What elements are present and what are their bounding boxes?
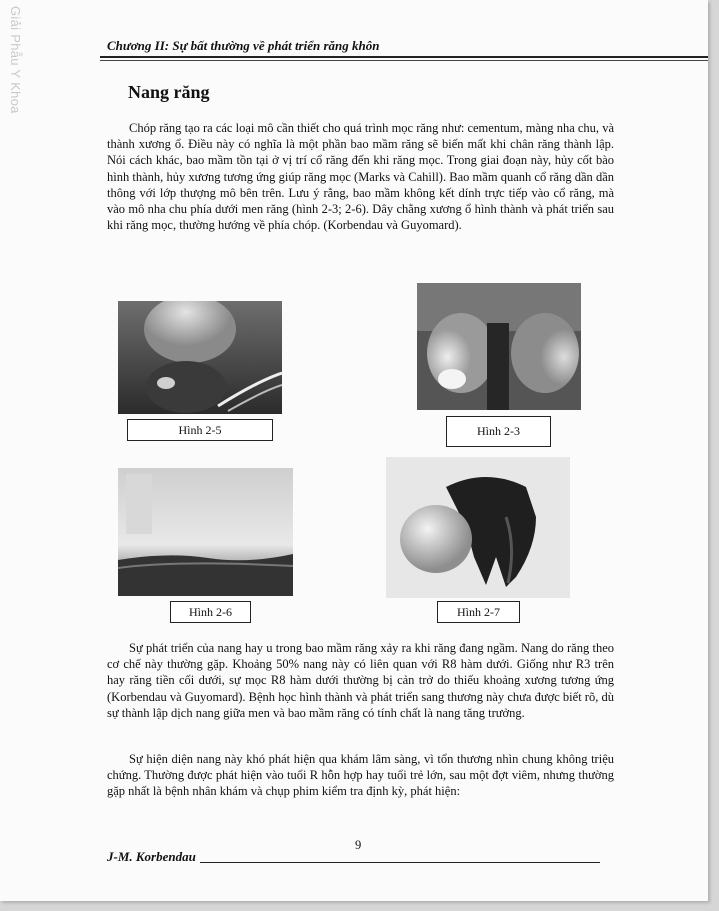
section-title: Nang răng [128, 82, 210, 102]
watermark: Giải Phẫu Y Khoa [8, 6, 23, 114]
page-number: 9 [355, 838, 362, 852]
figure-2-3-photo [417, 283, 581, 410]
figure-2-5-photo [118, 301, 282, 414]
figure-2-3-caption: Hình 2-3 [446, 416, 551, 447]
footer-author: J-M. Korbendau [107, 849, 196, 864]
paragraph-3: Sự hiện diện nang này khó phát hiện qua khám lâm sàng, vì tổn thương nhìn chung không triệu chứng. Thường được phát hiện vào tuổi R hỗn hợp hay tuổi trẻ lớn, sau một đợt viêm, nhưng thường gặp nhất là bệnh nhân khám và chụp phim kiểm tra định kỳ, phát hiện: [107, 752, 614, 799]
figure-2-6-caption: Hình 2-6 [170, 601, 251, 623]
footer-rule [200, 862, 600, 863]
figure-2-7-caption: Hình 2-7 [437, 601, 520, 623]
figure-2-5-caption: Hình 2-5 [127, 419, 273, 441]
paragraph-2: Sự phát triển của nang hay u trong bao mầm răng xảy ra khi răng đang ngầm. Nang do răng theo cơ chế này thường gặp. Khoảng 50% nang này có liên quan với R8 hàm dưới. Giống như R3 trên hay răng tiền cối dưới, sự mọc R8 hàm dưới thường bị cản trở do thiếu khoảng xương tương ứng (Korbendau và Guyomard). Bệnh học hình thành và phát triển sang thương này chưa được biết rõ, dù sự thành lập dịch nang giữa men và bao mầm răng có tính chất là nang tăng trưởng. [107, 641, 614, 720]
figure-2-6-photo [118, 468, 293, 596]
header-rule [100, 56, 708, 58]
paragraph-1: Chóp răng tạo ra các loại mô cần thiết cho quá trình mọc răng như: cementum, màng nha chu, và thành xương ổ. Điều này có nghĩa là một phần bao mầm răng sẽ biến mất khi chân răng thành lập. Nói cách khác, bao mầm tồn tại ở vị trí cổ răng đến khi răng mọc. Trong giai đoạn này, hủy cốt bào hình thành, hủy xương tương ứng giúp răng mọc (Marks và Cahill). Bao mầm quanh cổ răng dần dần thông với lớp thượng mô bên trên. Lưu ý rằng, bao mầm không kết dính trực tiếp vào cổ răng, mà vào mô nha chu phía dưới men răng (hình 2-3; 2-6). Dây chằng xương ổ hình thành và phát triển sau khi răng mọc, thường hướng về phía chóp. (Korbendau và Guyomard). [107, 121, 614, 233]
figure-2-7-photo [386, 457, 570, 598]
header-rule-thin [100, 60, 708, 61]
chapter-header: Chương II: Sự bất thường về phát triển răng khôn [107, 38, 380, 53]
